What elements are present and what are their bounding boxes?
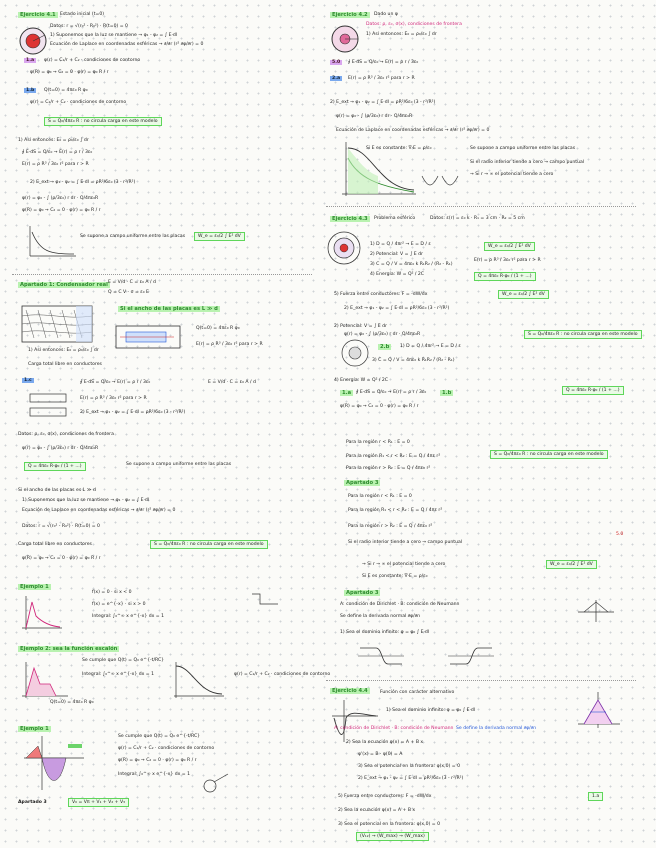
section-title-example-2: Ejemplo 2: sea la función escalón [20, 646, 118, 652]
eq-line: 2) Potencial: V = ∫ E dr [370, 252, 423, 257]
eq-line: ∮ E·dS = Q/ε₀ → E(r) = ρ r / 3ε₀ [80, 380, 151, 385]
shell-diagram [340, 338, 370, 368]
eq-line: E = V/d · C = ε₀ A / d [208, 380, 256, 385]
tag: 2.a [332, 76, 341, 81]
eq-line: 4) Energía: W = Q² / 2C [334, 378, 389, 383]
eq-line: φ(r) = φ₀ - ∫ (ρ/3ε₀) r dr · Q/4πε₀R [22, 446, 99, 451]
eq-line: Carga total libre en conductores [18, 542, 92, 547]
result-box: S = Q₀/4πε₀ R : no circula carga en este modelo [150, 540, 268, 549]
result-box: Q = 4πε₀ R·φ₀ / (1 + ...) [562, 386, 624, 395]
eq-line: Para la región r < R₁ : E = 0 [346, 440, 410, 445]
section-title-4-4: Ejercicio 4.4 [332, 688, 368, 694]
result-box: W_e = ε₀/2 ∫ E² dV [546, 560, 597, 569]
step-graph-1 [356, 644, 406, 668]
eq-line: Carga total libre en conductores [28, 362, 102, 367]
eq-line: φ(r) = C₁/r + C₂ · condiciones de contorno [30, 100, 127, 105]
legend-note: A: condición de Dirichlet · B: condición de Neumann [334, 726, 454, 731]
divider [326, 680, 636, 681]
plate-diagram [112, 320, 184, 354]
result-box: W_e = ε₀/2 ∫ E² dV [194, 232, 245, 241]
eq-line: ∮ E·dS = Q/ε₀ → E(r) = ρ r / 3ε₀ [348, 60, 419, 65]
result-box: Q = 4πε₀ R·φ₀ / (1 + ...) [24, 462, 86, 471]
eq-line: 5) Fuerza entre conductores: F = -dW/dx [338, 794, 432, 799]
eq-line: 2) Sea la ecuación φ(x) = A + B x [346, 740, 424, 745]
probe-sketch [200, 772, 230, 798]
eq-line: Ecuación de Laplace en coordenadas esféricas → ∂/∂r (r² ∂φ/∂r) = 0 [336, 128, 490, 133]
section-title-4-1: Ejercicio 4.1 [20, 12, 56, 18]
section-subtitle: Estado inicial (t=0) [60, 12, 105, 17]
divider [12, 274, 312, 275]
eq-line: 3) Sea el potencial en la frontera: φ(x,0) = 0 [358, 764, 460, 769]
eq-line: Q(t=0) = 4πε₀ R φ₀ [50, 700, 94, 705]
section-title-example-3: Ejemplo 1 [20, 726, 49, 732]
wave-sketch [420, 172, 460, 188]
triangle-graph [20, 660, 70, 700]
eq-line: 3) Sea el potencial en la frontera: φ(x,0) = 0 [338, 822, 440, 827]
section-title-example-1: Ejemplo 1 [20, 584, 49, 590]
eq-line: E(r) = ρ R³ / 3ε₀ r² para r > R [474, 258, 541, 263]
final-result-box: V₀ = Vπ + V₁ + V₂ + V₃ [68, 798, 129, 807]
eq-line: Datos: r = √(r₀² - R₀²) · R(t=0) = 0 [22, 524, 100, 529]
eq-line: 1) Suponemos que la luz se mantiene → φ₁ - φ₂ = ∫ E·dl [50, 33, 178, 38]
eq-line: ∮ E·dS = Q/ε₀ → E(r) = ρ r / 3ε₀ [356, 390, 427, 395]
eq-line: f(x) = e^{-x} · si x > 0 [92, 602, 146, 607]
eq-line: 1) Así entonces: E₀ = ρ₀/ε₀ ∫ dr [28, 348, 99, 353]
eq-line: Q = C V · σ = ε₀ E [108, 290, 149, 295]
eq-line: f(x) = 0 · si x < 0 [92, 590, 132, 595]
eq-line: 2) E_ext → φ₁ - φ₂ = ∫ E·dl = ρR²/6ε₀ (3 - r²/R²) [344, 306, 450, 311]
note-text: Se supone a campo uniforme entre las placas [470, 146, 576, 151]
eq-line: Q(t=0) = 4πε₀ R φ₀ [196, 326, 240, 331]
result-box: S = Q₀/4πε₀ R : no circula carga en este modelo [490, 450, 608, 459]
decay-graph [26, 226, 76, 260]
tag: 5.0 [332, 60, 341, 65]
tag: 1.c [24, 378, 32, 383]
eq-line: Se cumple que Q(t) = Q₀ e^{-t/RC} [118, 734, 201, 739]
area-graph [22, 736, 86, 792]
section-title-apartado-3: Apartado 3 [346, 480, 379, 486]
highlight-label: Apartado 3 [346, 590, 379, 596]
eq-line: Para la región R₁ < r < R₂ : E = Q / 4πε r² [346, 454, 441, 459]
result-box: S = Q₀/4πε₀ R : no circula carga en este modelo [524, 330, 642, 339]
potential-well-graph [330, 700, 380, 744]
eq-line: E(r) = ρ R³ / 3ε₀ r² para r > R [80, 396, 147, 401]
eq-line: 2) E_ext → φ₁ - φ₂ = ∫ E·dl = ρR²/6ε₀ (3 - r²/R²) [30, 180, 136, 185]
eq-line: E(r) = ρ R³ / 3ε₀ r² para r > R [196, 342, 263, 347]
concentric-spheres-diagram [326, 230, 362, 266]
eq-line: E = V/d · C = ε₀ A / d [108, 280, 156, 285]
eq-line: φ(r) = C₁/r + C₂ · condiciones de contorno [44, 58, 141, 63]
eq-line: Ecuación de Laplace en coordenadas esféricas → ∂/∂r (r² ∂φ/∂r) = 0 [22, 508, 176, 513]
eq-line: φ(r) = φ₀ - ∫ (ρ/3ε₀) r dr · Q/4πε₀R [22, 196, 99, 201]
eq-line: Si E es constante: ∇·E = ρ/ε₀ [362, 574, 428, 579]
eq-line: → Si r → ∞ el potencial tiende a cero [362, 562, 446, 567]
eq-line: 1) Sea el dominio infinito: φ = φ₀ ∫ E·dl [386, 708, 476, 713]
final-result-box: (V₁₂) → (W_max) → (W_max) [356, 832, 429, 841]
section-subtitle: Dado un φ [374, 12, 398, 17]
result-box: Q = 4πε₀ R·φ₀ / (1 + ...) [474, 272, 536, 281]
result-box: S = Q₀/4πε₀ R : no circula carga en este modelo [44, 117, 162, 126]
eq-line: 2) E_ext → φ₁ - φ₂ = ∫ E·dl = ρR²/6ε₀ (3 - r²/R²) [80, 410, 186, 415]
highlight-label: 1.b [442, 390, 452, 396]
annotation-note: 5.0 [616, 532, 624, 537]
eq-line: Datos: ε(r) = ε₀ k · R₁ = 3 cm · R₂ = 5 cm [430, 216, 525, 221]
eq-line: Integral: ∫₀^∞ x e^{-x} dx = 1 [118, 772, 191, 777]
eq-line: A: condición de Dirichlet · B: condición de Neumann [340, 602, 460, 607]
eq-line: φ(r) = φ₀ - ∫ (ρ/3ε₀) r dr · Q/4πε₀R [336, 114, 413, 119]
eq-line: Para la región r > R₂ : E = Q / 4πε₀ r² [346, 466, 431, 471]
eq-line: 2) E_ext → φ₁ - φ₂ = ∫ E·dl = ρR²/6ε₀ (3 - r²/R²) [358, 776, 464, 781]
note-text: Si el radio interior tiende a cero → campo puntual [470, 160, 585, 165]
highlight-label: 2.b [380, 344, 390, 350]
eq-line: Integral: ∫₀^∞ x e^{-x} dx = 1 [92, 614, 165, 619]
eq-line: φ(R) = φ₀ → C₂ = 0 · φ(r) = φ₀ R / r [118, 758, 197, 763]
eq-line: φ(R) = φ₀ → C₂ = 0 · φ(r) = φ₀ R / r [340, 404, 419, 409]
eq-line: φ(R) = φ₀ → C₂ = 0 · φ(r) = φ₀ R / r [22, 556, 101, 561]
eq-line: 3) C = Q / V = 4πε₀ k R₁R₂ / (R₂ - R₁) [370, 262, 453, 267]
final-label: Apartado 3 [18, 800, 47, 805]
eq-line: φ(r) = φ₀ - ∫ (ρ/3ε₀) r dr · Q/4πε₀R [344, 332, 421, 337]
eq-line: φ'(x) = B · φ(0) = A [358, 752, 403, 757]
result-box: 1.a [588, 792, 603, 801]
step-graph-2 [446, 644, 496, 668]
tag: 1.a [26, 58, 35, 63]
eq-line: Para la región r > R₂ : E = Q / 4πε₀ r² [348, 524, 433, 529]
section-subtitle: Función con carácter alternativo [380, 690, 455, 695]
eq-line: Q(t=0) = 4πε₀ R φ₀ [44, 88, 88, 93]
eq-line: Se cumple que Q(t) = Q₀ e^{-t/RC} [82, 658, 165, 663]
cross-field-sketch [576, 598, 616, 624]
legend-note: Se define la derivada normal ∂φ/∂n [456, 726, 537, 731]
eq-line: 2) Potencial: V = ∫ E dr [334, 324, 387, 329]
eq-line: Ecuación de Laplace en coordenadas esféricas → ∂/∂r (r² ∂φ/∂r) = 0 [50, 42, 204, 47]
eq-line: Se supone a campo uniforme entre las placas [80, 234, 186, 239]
eq-line: φ(r) = C₁/r + C₂ · condiciones de contorno [118, 746, 215, 751]
eq-line: Para la región r < R₁ : E = 0 [348, 494, 412, 499]
eq-line: E(r) = ρ R³ / 3ε₀ r² para r > R [22, 162, 89, 167]
tag: 1.b [26, 88, 35, 93]
slab-diagram [26, 390, 70, 420]
step-sketch [250, 590, 280, 612]
eq-line: 2) E_ext → φ₁ - φ₂ = ∫ E·dl = ρR²/6ε₀ (3 - r²/R²) [330, 100, 436, 105]
eq-line: 1) Así entonces: E₀ = ρ₀/ε₀ ∫ dr [366, 32, 437, 37]
highlight-label: Si el ancho de las placas es L ≫ d [120, 306, 218, 312]
eq-line: 1) Suponemos que la luz se mantiene → φ₁ - φ₂ = ∫ E·dl [22, 498, 150, 503]
highlight-label: 1.a [342, 390, 352, 396]
result-box: W_e = ε₀/2 ∫ E² dV [498, 290, 549, 299]
eq-line: φ(r) = C₁/r + C₂ · condiciones de contorno [234, 672, 331, 677]
result-box: W_e = ε₀/2 ∫ E² dV [484, 242, 535, 251]
eq-line: 2) Sea la ecuación φ(x) = A + B x [338, 808, 416, 813]
eq-line: φ(R) = φ₀ → C₂ = 0 · φ(r) = φ₀ R / r [30, 70, 109, 75]
eq-line: Datos: r = √(r₀² - R₀²) · R(t=0) = 0 [50, 24, 128, 29]
eq-line: 1) D = Q / 4πr² → E = D / ε [370, 242, 431, 247]
eq-line: Datos: ρ, ε₀, σ(x), condiciones de frontera [18, 432, 114, 437]
section-subtitle: Problema esférico [374, 216, 416, 221]
spike-graph [20, 596, 64, 632]
section-title-4-3: Ejercicio 4.3 [332, 216, 368, 222]
graph-note: Si E es constante: ∇·E = ρ/ε₀ [366, 146, 432, 151]
eq-line: Datos: ρ, ε₀, σ(x), condiciones de frontera [366, 22, 462, 27]
eq-line: Se supone a campo uniforme entre las placas [126, 462, 232, 467]
eq-line: 1) D = Q / 4πr² → E = D / ε [400, 344, 461, 349]
triangle-potential-graph [576, 690, 622, 730]
sphere-diagram [18, 26, 48, 56]
eq-line: Integral: ∫₀^∞ x e^{-x} dx = 1 [82, 672, 155, 677]
eq-line: ∮ E·dS = Q/ε₀ → E(r) = ρ r / 3ε₀ [22, 150, 93, 155]
note-text: → Si r → ∞ el potencial tiende a cero [470, 172, 554, 177]
eq-line: Para la región R₁ < r < R₂ : E = Q / 4πε r² [348, 508, 443, 513]
eq-line: Se define la derivada normal ∂φ/∂n [340, 614, 421, 619]
capacitor-field-diagram [16, 302, 98, 346]
divider [326, 206, 636, 207]
sigmoid-graph [172, 660, 226, 700]
section-title-4-2: Ejercicio 4.2 [332, 12, 368, 18]
eq-line: 4) Energía: W = Q² / 2C [370, 272, 425, 277]
charged-sphere-diagram [330, 24, 360, 54]
eq-line: E(r) = ρ R³ / 3ε₀ r² para r > R [348, 76, 415, 81]
eq-line: 5) Fuerza entre conductores: F = -dW/dx [334, 292, 428, 297]
eq-line: Si el radio interior tiende a cero → campo puntual [348, 540, 463, 545]
section-title-capacitor: Apartado 1: Condensador real [20, 282, 108, 288]
eq-line: φ(R) = φ₀ → C₂ = 0 · φ(r) = φ₀ R / r [22, 208, 101, 213]
eq-line: Si el ancho de las placas es L ≫ d [18, 488, 96, 493]
eq-line: 1) Así entonces: E₀ = ρ₀/ε₀ ∫ dr [18, 138, 89, 143]
eq-line: 1) Sea el dominio infinito: φ = φ₀ ∫ E·dl [340, 630, 430, 635]
eq-line: 3) C = Q / V = 4πε₀ k R₁R₂ / (R₂ - R₁) [372, 358, 455, 363]
